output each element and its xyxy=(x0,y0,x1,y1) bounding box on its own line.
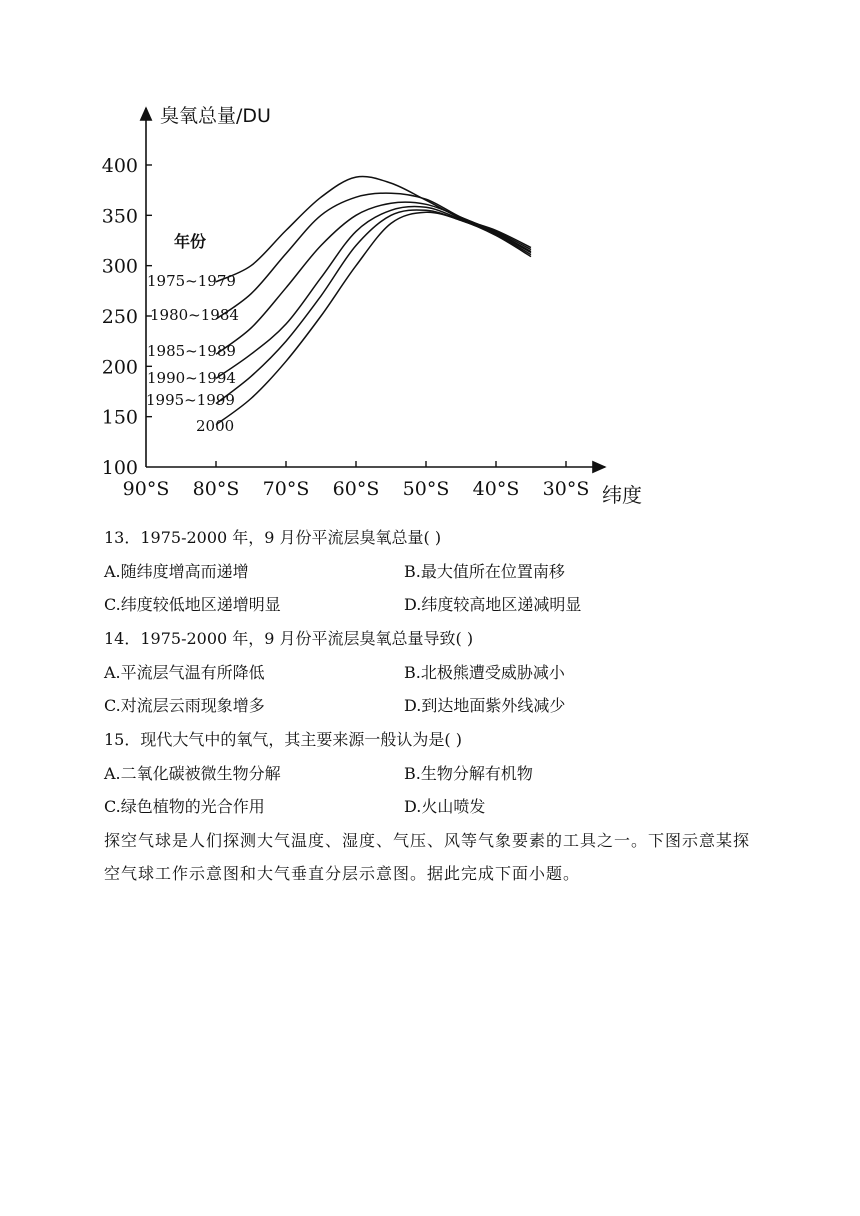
series-label: 1995~1999 xyxy=(146,391,235,409)
option-a: A.二氧化碳被微生物分解 xyxy=(104,764,281,783)
option-b: B.生物分解有机物 xyxy=(404,764,533,783)
series-label: 1985~1989 xyxy=(147,342,236,360)
option-b: B.最大值所在位置南移 xyxy=(404,562,565,581)
y-tick-label: 150 xyxy=(101,406,138,429)
option-c: C.对流层云雨现象增多 xyxy=(104,696,265,715)
y-tick-label: 200 xyxy=(101,356,138,379)
question-stem: 15．现代大气中的氧气，其主要来源一般认为是( ) xyxy=(104,730,462,749)
intro-paragraph: 探空气球是人们探测大气温度、湿度、气压、风等气象要素的工具之一。下图示意某探空气球工作示意图和大气垂直分层示意图。据此完成下面小题。 xyxy=(104,831,751,883)
series-line-19801984 xyxy=(216,193,531,319)
option-c: C.绿色植物的光合作用 xyxy=(104,797,265,816)
question-stem: 14．1975-2000 年，9 月份平流层臭氧总量导致( ) xyxy=(104,629,474,648)
option-d: D.火山喷发 xyxy=(404,797,486,816)
y-tick-label: 100 xyxy=(101,457,138,479)
series-label: 1980~1984 xyxy=(150,306,239,324)
series-line-19851989 xyxy=(216,202,531,354)
ozone-latitude-chart xyxy=(0,0,860,520)
y-tick-label: 300 xyxy=(101,255,138,278)
x-axis-title: 纬度 xyxy=(602,483,642,507)
series-line-2000 xyxy=(216,212,531,424)
x-tick-label: 50°S xyxy=(402,478,450,500)
y-axis-title: 臭氧总量/DU xyxy=(160,105,271,127)
series-line-19901994 xyxy=(216,207,531,379)
series-label: 2000 xyxy=(196,417,235,435)
x-tick-label: 80°S xyxy=(192,478,240,500)
x-tick-label: 90°S xyxy=(122,478,170,500)
question-stem: 13．1975-2000 年，9 月份平流层臭氧总量( ) xyxy=(104,528,442,547)
series-label: 1990~1994 xyxy=(147,369,236,387)
option-d: D.到达地面紫外线减少 xyxy=(404,696,566,715)
series-line-19951999 xyxy=(216,210,531,404)
option-a: A.随纬度增高而递增 xyxy=(104,562,249,581)
y-tick-label: 350 xyxy=(101,205,138,228)
option-d: D.纬度较高地区递减明显 xyxy=(404,595,582,614)
option-c: C.纬度较低地区递增明显 xyxy=(104,595,281,614)
series-label: 1975~1979 xyxy=(147,272,236,290)
option-a: A.平流层气温有所降低 xyxy=(104,663,265,682)
x-tick-label: 30°S xyxy=(542,478,590,500)
option-b: B.北极熊遭受威胁减小 xyxy=(404,663,565,682)
x-tick-label: 60°S xyxy=(332,478,380,500)
legend-title: 年份 xyxy=(174,232,207,251)
y-tick-label: 250 xyxy=(101,305,138,328)
x-tick-label: 70°S xyxy=(262,478,310,500)
x-tick-label: 40°S xyxy=(472,478,520,500)
y-tick-label: 400 xyxy=(101,154,138,177)
